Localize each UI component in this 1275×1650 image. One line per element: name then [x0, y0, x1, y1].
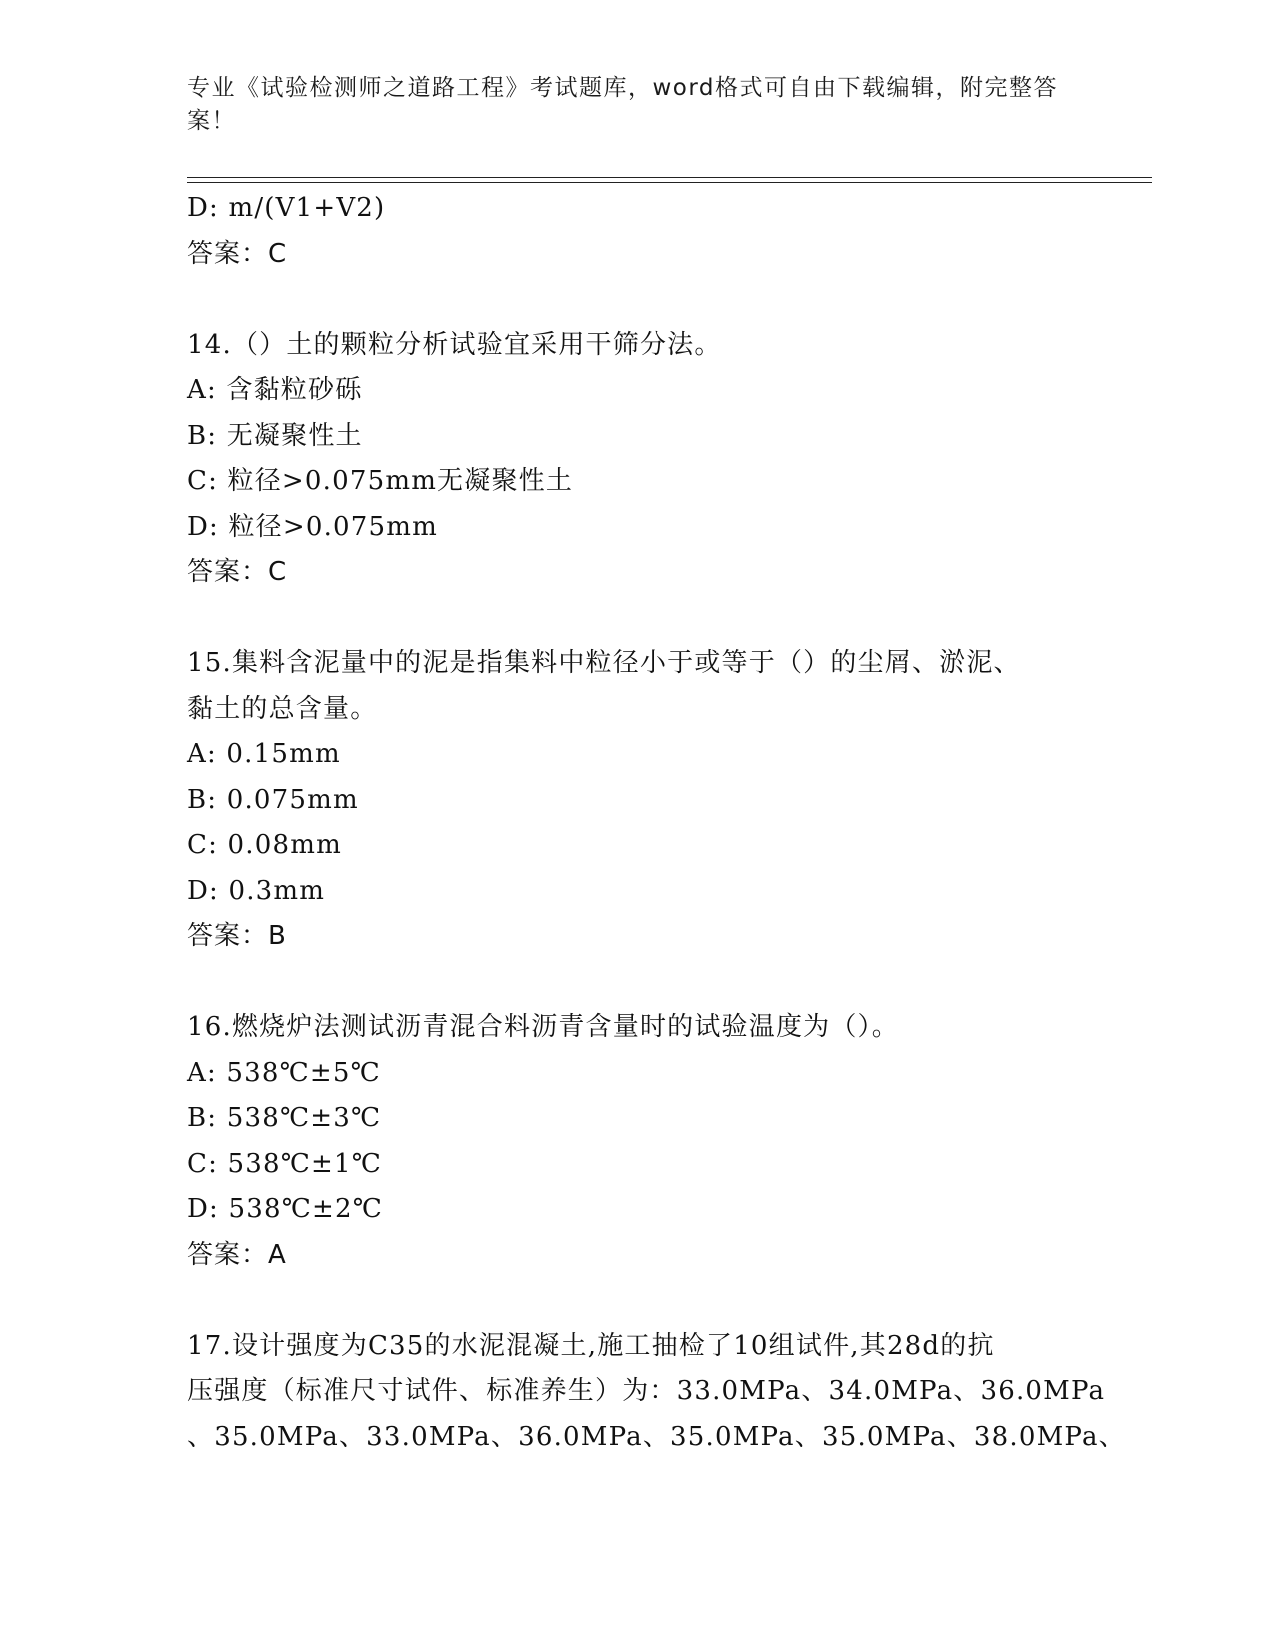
document-header: 专业《试验检测师之道路工程》考试题库，word格式可自由下载编辑，附完整答案！ — [187, 75, 1059, 134]
spacer — [187, 960, 1087, 1006]
spacer — [187, 596, 1087, 642]
option-c: C: 0.08mm — [187, 830, 342, 860]
question-stem: 14.（）土的颗粒分析试验宜采用干筛分法。 — [187, 329, 722, 360]
option-a: A: 538℃±5℃ — [187, 1057, 381, 1088]
question-stem: 15.集料含泥量中的泥是指集料中粒径小于或等于（）的尘屑、淤泥、 — [187, 648, 1021, 678]
option-b: B: 0.075mm — [187, 784, 359, 815]
option-a: A: 0.15mm — [187, 739, 341, 769]
question-stem-continued: 、35.0MPa、33.0MPa、36.0MPa、35.0MPa、35.0MPa、38.0MPa、 — [187, 1421, 1126, 1452]
option-b: B: 无凝聚性土 — [187, 420, 363, 451]
document-body — [187, 186, 1126, 1460]
spacer — [187, 277, 1087, 323]
option-c: C: 538℃±1℃ — [187, 1148, 383, 1179]
question-13-fragment — [187, 186, 1087, 277]
question-15 — [187, 641, 1087, 960]
option-d: D: 粒径>0.075mm — [187, 511, 438, 542]
question-17 — [187, 1324, 1126, 1461]
option-a: A: 含黏粒砂砾 — [187, 375, 363, 405]
answer-line: 答案：C — [187, 238, 288, 269]
question-stem: 17.设计强度为C35的水泥混凝土,施工抽检了10组试件,其28d的抗 — [187, 1330, 995, 1361]
question-14 — [187, 323, 1087, 596]
question-16 — [187, 1005, 1087, 1278]
answer-line: 答案：B — [187, 921, 287, 951]
option-d: D: 0.3mm — [187, 875, 326, 906]
header-divider-top — [187, 177, 1152, 178]
option-b: B: 538℃±3℃ — [187, 1103, 382, 1133]
question-stem-continued: 压强度（标准尺寸试件、标准养生）为：33.0MPa、34.0MPa、36.0MPa — [187, 1376, 1106, 1406]
option-d: D: m/(V1+V2) — [187, 193, 386, 223]
answer-line: 答案：A — [187, 1239, 287, 1270]
question-stem: 16.燃烧炉法测试沥青混合料沥青含量时的试验温度为（）。 — [187, 1012, 899, 1042]
question-stem-continued: 黏土的总含量。 — [187, 693, 378, 724]
option-c: C: 粒径>0.075mm无凝聚性土 — [187, 466, 574, 496]
option-d: D: 538℃±2℃ — [187, 1194, 383, 1224]
header-divider-bottom — [187, 182, 1152, 183]
spacer — [187, 1278, 1087, 1324]
answer-line: 答案：C — [187, 557, 288, 587]
